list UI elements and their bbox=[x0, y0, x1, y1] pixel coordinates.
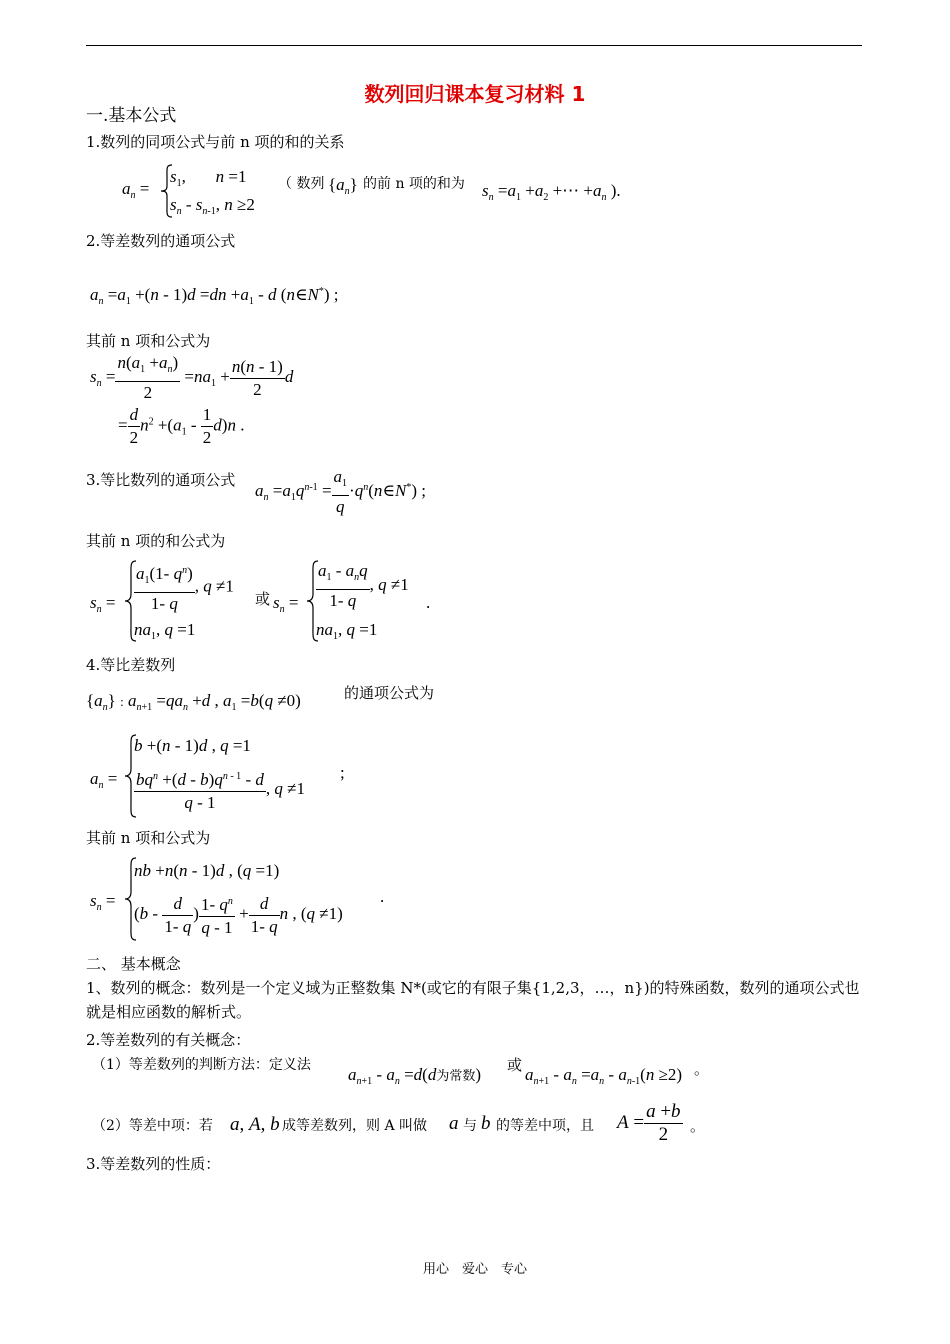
sum-intro-2: 其前 n 项的和公式为 bbox=[86, 532, 226, 550]
formula-arith-general-term: $a_n =a_1 +(n - 1)d =dn +a_1 - d$ (n∈N*) ; bbox=[90, 285, 339, 307]
formula-geo-general-term: $a_n =a_1q^{n-1}$ = $\frac{a_1}{q}$ $\cdot q^n(n\in N^*)$ ; bbox=[255, 467, 426, 516]
formula-a: a bbox=[449, 1113, 459, 1134]
concept-1-text: 1、数列的概念：数列是一个定义域为正整数集 N*(或它的有限子集{1,2,3，…，n})的特殊函数，数列的通项公式也就是相应函数的解析式。 bbox=[86, 979, 860, 1021]
item-4-suffix: 的通项公式为 bbox=[344, 684, 435, 702]
judge-or: 或 bbox=[507, 1056, 523, 1074]
item-1-note-b: 的前 n 项的和为 bbox=[363, 176, 465, 192]
mid-term-label-b: 成等差数列，则 A 叫做 bbox=[282, 1118, 428, 1134]
mid-term-end: 。 bbox=[690, 1117, 706, 1135]
page-title: 数列回归课本复习材料 1 bbox=[364, 82, 586, 106]
header-rule bbox=[86, 45, 862, 46]
concept-3-title: 3.等差数列的性质： bbox=[86, 1155, 221, 1173]
item-2-title: 2.等差数列的通项公式 bbox=[86, 232, 236, 250]
item-1-title: 1.数列的同项公式与前 n 项的和的关系 bbox=[86, 133, 345, 151]
formula-A-mean: A = $\frac{a +b}{2}$ bbox=[617, 1101, 681, 1145]
item-4-title: 4.等比差数列 bbox=[86, 656, 176, 674]
page-footer: 用心 爱心 专心 bbox=[422, 1262, 527, 1277]
judge-method-label: （1）等差数列的判断方法：定义法 bbox=[92, 1057, 311, 1073]
formula-arith-sum-1: $s_n$ = $\frac{n(a_1 +a_n)}{2}$ $=na_1$ + $\frac{n(n - 1)}{2}$ d bbox=[90, 353, 294, 402]
concept-2-title: 2.等差数列的有关概念： bbox=[86, 1031, 251, 1049]
sum-intro-1: 其前 n 项和公式为 bbox=[86, 332, 211, 350]
mid-term-label-c: 与 bbox=[463, 1118, 477, 1134]
item-3-title: 3.等比数列的通项公式 bbox=[86, 471, 236, 489]
formula-arith-geo-def: $\{a_n\}$ : $a_{n+1} =qa_n +d$ , $a_1 =b(q \ne 0)$ bbox=[86, 691, 301, 713]
formula-arith-sum-2: = $\frac{d}{2}$ $n^2 +(a_1$ - $\frac{1}{2}$ d)n . bbox=[118, 405, 245, 447]
item-1-note-a: （ 数列 bbox=[278, 176, 325, 192]
formula-b: b bbox=[481, 1113, 491, 1134]
judge-end: 。 bbox=[694, 1060, 710, 1078]
section-heading-concepts: 二、 基本概念 bbox=[86, 955, 181, 973]
or-label: 或 bbox=[255, 590, 271, 608]
formula-judge-recursive: $a_{n+1} - a_n =a_n - a_{n-1}(n \ge 2)$ bbox=[525, 1065, 683, 1087]
formula-sn-sum: $s_n =a_1 +a_2$ +⋯ $+a_n$ ). bbox=[482, 181, 621, 203]
section-heading-formulas: 一.基本公式 bbox=[86, 106, 177, 126]
formula-judge-definition: $a_{n+1} - a_n =d(d$为常数) bbox=[348, 1065, 482, 1087]
mid-term-label-a: （2）等差中项：若 bbox=[92, 1118, 213, 1134]
formula-a-A-b: a, A, b bbox=[230, 1114, 280, 1135]
mid-term-label-d: 的等差中项，且 bbox=[496, 1118, 594, 1134]
judge-const: 为常数 bbox=[436, 1068, 476, 1083]
formula-sequence-an: $\{a_n\}$ bbox=[328, 175, 358, 197]
sum-intro-3: 其前 n 项和公式为 bbox=[86, 829, 211, 847]
